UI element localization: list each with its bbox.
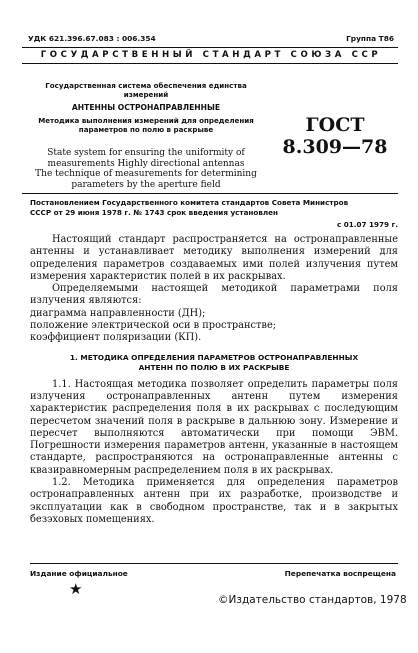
copyright-notice: ©Издательство стандартов, 1978	[218, 594, 407, 606]
antennas-title: АНТЕННЫ ОСТРОНАПРАВЛЕННЫЕ	[71, 103, 221, 112]
section-heading-line1: 1. МЕТОДИКА ОПРЕДЕЛЕНИЯ ПАРАМЕТРОВ ОСТРОНАПРАВЛЕННЫХ	[69, 352, 359, 362]
intro-paragraph: Настоящий стандарт распространяется на остронаправленные антенны и устанавливает методику выполнения измерений для определения параметров создаваемых ими полей излучения путем измерения характеристик полей в их раскрывах.	[30, 234, 398, 282]
method-title-line1: Методика выполнения измерений для определения	[38, 116, 254, 125]
english-title-line3: The technique of measurements for determining	[35, 169, 257, 179]
title-block	[30, 81, 262, 134]
decree-line1: Постановлением Государственного комитета стандартов Совета Министров	[30, 198, 349, 207]
clause-1-1: 1.1. Настоящая методика позволяет определить параметры поля излучения остронаправленных антенн путем измерения характеристик распределения поля в их раскрывах с последующим пересчетом значений поля в раскрыве в дальнюю зону. Измерение и пересчет выполняются автоматически при помощи ЭВМ. Погрешности измерения параметров антенн, указанные в настоящем стандарте, распространяются на остронаправленные антенны с квазиравномерным распределением поля в их раскрывах.	[30, 378, 398, 476]
section-heading-line2: АНТЕНН ПО ПОЛЮ В ИХ РАСКРЫВЕ	[138, 362, 290, 372]
gost-number: 8.309—78	[282, 136, 388, 158]
decree-line2: СССР от 29 июня 1978 г. № 1743 срок введения установлен	[30, 208, 278, 217]
star-icon: ★	[69, 580, 83, 598]
english-title-line2: measurements Highly directional antennas	[47, 158, 245, 169]
system-title-line1: Государственная система обеспечения единства	[45, 81, 247, 90]
method-title-line2: параметров по полю в раскрыве	[78, 125, 214, 134]
system-title-line2: измерений	[123, 90, 169, 99]
gost-designation	[272, 114, 398, 158]
standard-header: ГОСУДАРСТВЕННЫЙ СТАНДАРТ СОЮЗА ССР	[40, 50, 382, 60]
reprint-prohibited-label: Перепечатка воспрещена	[284, 569, 396, 578]
list-item: диаграмма направленности (ДН);	[30, 307, 206, 319]
decree-block	[30, 198, 398, 230]
decree-rule	[22, 193, 398, 194]
parameters-paragraph: Определяемыми настоящей методикой параметрами поля излучения являются:	[30, 283, 398, 307]
decree-effective-date: с 01.07 1979 г.	[337, 220, 398, 229]
header-top-rule	[22, 47, 398, 48]
section-heading	[30, 353, 398, 373]
clause-1-2: 1.2. Методика применяется для определения параметров остронаправленных антенн при их разработке, производстве и эксплуатации как в свободном пространстве, так и в закрытых безэховых помещениях.	[30, 477, 398, 525]
gost-label: ГОСТ	[305, 114, 365, 136]
english-title	[30, 148, 262, 190]
document-body	[30, 234, 398, 526]
official-edition-label: Издание официальное	[30, 569, 128, 578]
group-code: Группа Т86	[346, 34, 394, 43]
english-title-line4: parameters by the aperture field	[71, 179, 221, 190]
list-item: коэффициент поляризации (КП).	[30, 332, 202, 344]
list-item: положение электрической оси в пространстве;	[30, 320, 277, 332]
udk-code: УДК 621.396.67.083 : 006.354	[28, 34, 156, 43]
header-bottom-rule	[22, 63, 398, 64]
footer-rule	[30, 563, 398, 564]
english-title-line1: State system for ensuring the uniformity of	[47, 148, 245, 158]
